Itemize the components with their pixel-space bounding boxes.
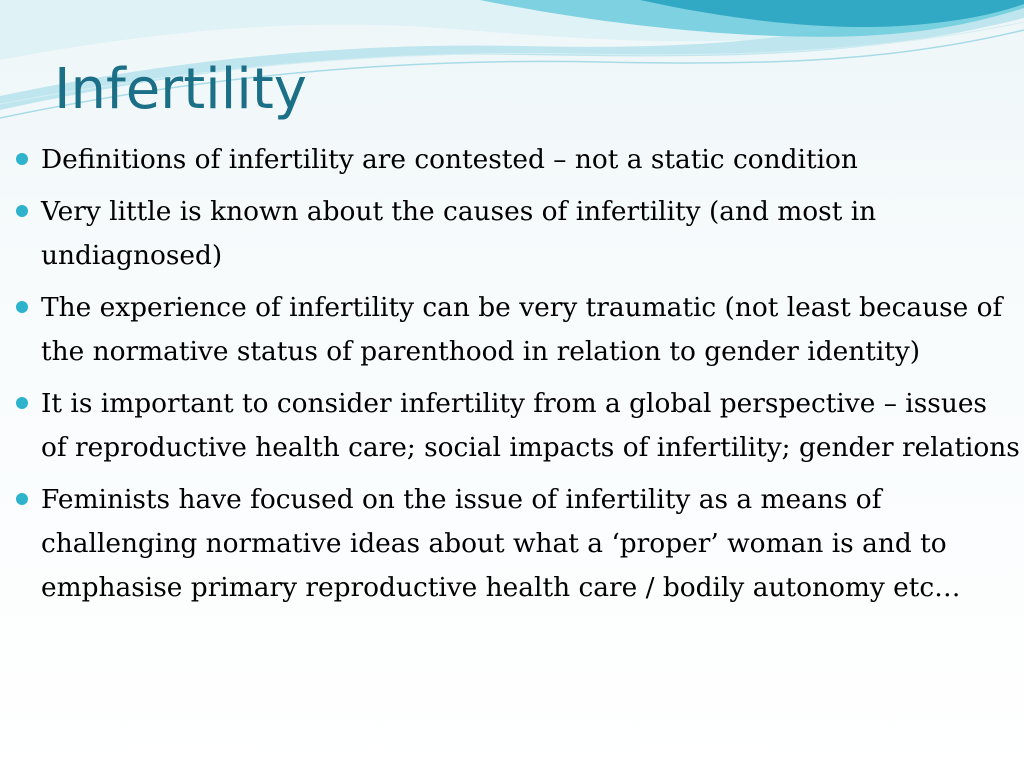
bullet-text: It is important to consider infertility from a global perspective – issues of reproductive health care; social impacts of infertility; gender relations (41, 388, 1020, 463)
list-item (14, 382, 1020, 470)
list-item (14, 190, 1020, 278)
bullet-dot-icon (16, 153, 28, 165)
bullet-dot-icon (16, 493, 28, 505)
list-item (14, 478, 1020, 610)
bullet-list (14, 138, 1020, 618)
list-item (14, 138, 1020, 182)
bullet-text: Definitions of infertility are contested – not a static condition (41, 144, 858, 175)
bullet-text: The experience of infertility can be very traumatic (not least because of the normative status of parenthood in relation to gender identity) (41, 292, 1003, 367)
bullet-dot-icon (16, 397, 28, 409)
bullet-dot-icon (16, 205, 28, 217)
slide-title: Infertility (54, 57, 307, 122)
bullet-text: Very little is known about the causes of infertility (and most in undiagnosed) (41, 196, 877, 271)
bullet-text: Feminists have focused on the issue of infertility as a means of challenging normative ideas about what a ‘proper’ woman is and to emphasise primary reproductive health care / bodily autonomy etc… (41, 484, 961, 603)
list-item (14, 286, 1020, 374)
bullet-dot-icon (16, 301, 28, 313)
